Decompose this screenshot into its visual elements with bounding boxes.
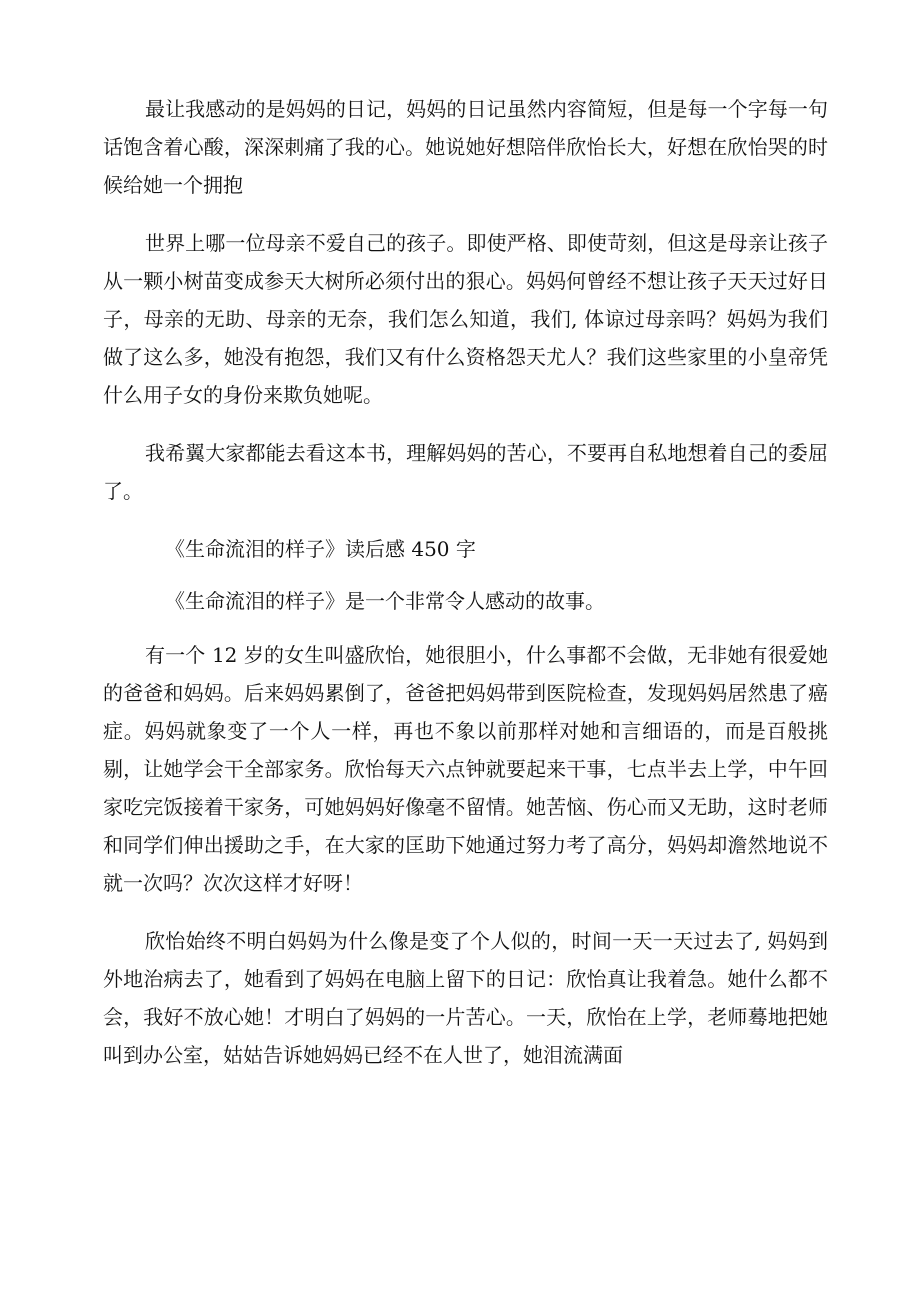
paragraph-intro: 《生命流泪的样子》是一个非常令人感动的故事。 [165, 589, 605, 613]
paragraph-mothers-love: 世界上哪一位母亲不爱自己的孩子。即使严格、即使苛刻，但这是母亲让孩子从一颗小树苗变成参天大树所必须付出的狠心。妈妈何曾经不想让孩子天天过好日子，母亲的无助、母亲的无奈，我们怎么知道，我们, 体谅过母亲吗？妈妈为我们做了这么多，她没有抱怨，我们又有什么资格怨天尤人？我们这些家里的小皇帝凭什么用子女的身份来欺负她呢。 [103, 231, 828, 407]
paragraph-hope: 我希翼大家都能去看这本书，理解妈妈的苦心，不要再自私地想着自己的委屈了。 [103, 441, 828, 503]
section-title: 《生命流泪的样子》读后感 450 字 [165, 537, 476, 561]
paragraph-mothers-diary: 最让我感动的是妈妈的日记，妈妈的日记虽然内容简短，但是每一个字每一句话饱含着心酸，深深刺痛了我的心。她说她好想陪伴欣怡长大，好想在欣怡哭的时候给她一个拥抱 [103, 97, 828, 197]
document-body [103, 90, 828, 1094]
paragraph-story: 有一个 12 岁的女生叫盛欣怡，她很胆小，什么事都不会做，无非她有很爱她的爸爸和妈妈。后来妈妈累倒了，爸爸把妈妈带到医院检查，发现妈妈居然患了癌症。妈妈就象变了一个人一样，再也不象以前那样对她和言细语的，而是百般挑剔，让她学会干全部家务。欣怡每天六点钟就要起来干事，七点半去上学，中午回家吃完饭接着干家务，可她妈妈好像毫不留情。她苦恼、伤心而又无助，这时老师和同学们伸出援助之手，在大家的匡助下她通过努力考了高分，妈妈却澹然地说不就一次吗？次次这样才好呀！ [103, 643, 828, 895]
paragraph-ending: 欣怡始终不明白妈妈为什么像是变了个人似的，时间一天一天过去了, 妈妈到外地治病去了，她看到了妈妈在电脑上留下的日记：欣怡真让我着急。她什么都不会，我好不放心她！才明白了妈妈的一片苦心。一天，欣怡在上学，老师蓦地把她叫到办公室，姑姑告诉她妈妈已经不在人世了，她泪流满面 [103, 929, 828, 1067]
